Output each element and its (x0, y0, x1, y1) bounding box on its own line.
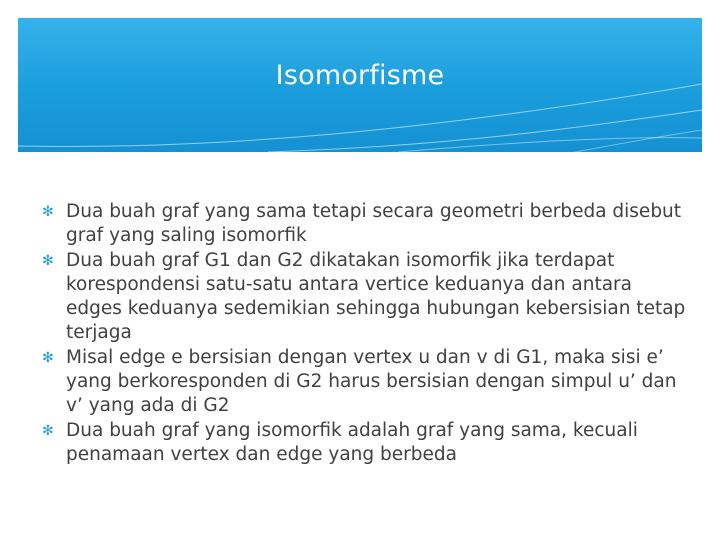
bullet-item (42, 346, 692, 419)
bullet-item (42, 249, 692, 346)
bullet-text: Dua buah graf yang sama tetapi secara geometri berbeda disebut graf yang saling isomorfik (66, 201, 682, 247)
title-band (18, 18, 702, 152)
bullet-text: Misal edge e bersisian dengan vertex u dan v di G1, maka sisi e’ yang berkoresponden di G2 harus bersisian dengan simpul u’ dan v’ yang ada di G2 (66, 346, 677, 417)
bullet-list (42, 200, 692, 467)
asterisk-icon: ✻ (42, 204, 54, 220)
bullet-text: Dua buah graf G1 dan G2 dikatakan isomorfik jika terdapat korespondensi satu-satu antara vertice keduanya dan antara edges keduanya sedemikian sehingga hubungan kebersisian tetap terjaga (66, 249, 686, 344)
asterisk-icon: ✻ (42, 349, 54, 366)
bullet-item (42, 419, 692, 468)
bullet-text: Dua buah graf yang isomorfik adalah graf yang sama, kecuali penamaan vertex dan edge yang berbeda (66, 419, 638, 465)
slide-title: Isomorfisme (275, 60, 445, 91)
asterisk-icon: ✻ (42, 422, 54, 439)
asterisk-icon: ✻ (42, 252, 54, 269)
bullet-item (42, 200, 692, 249)
